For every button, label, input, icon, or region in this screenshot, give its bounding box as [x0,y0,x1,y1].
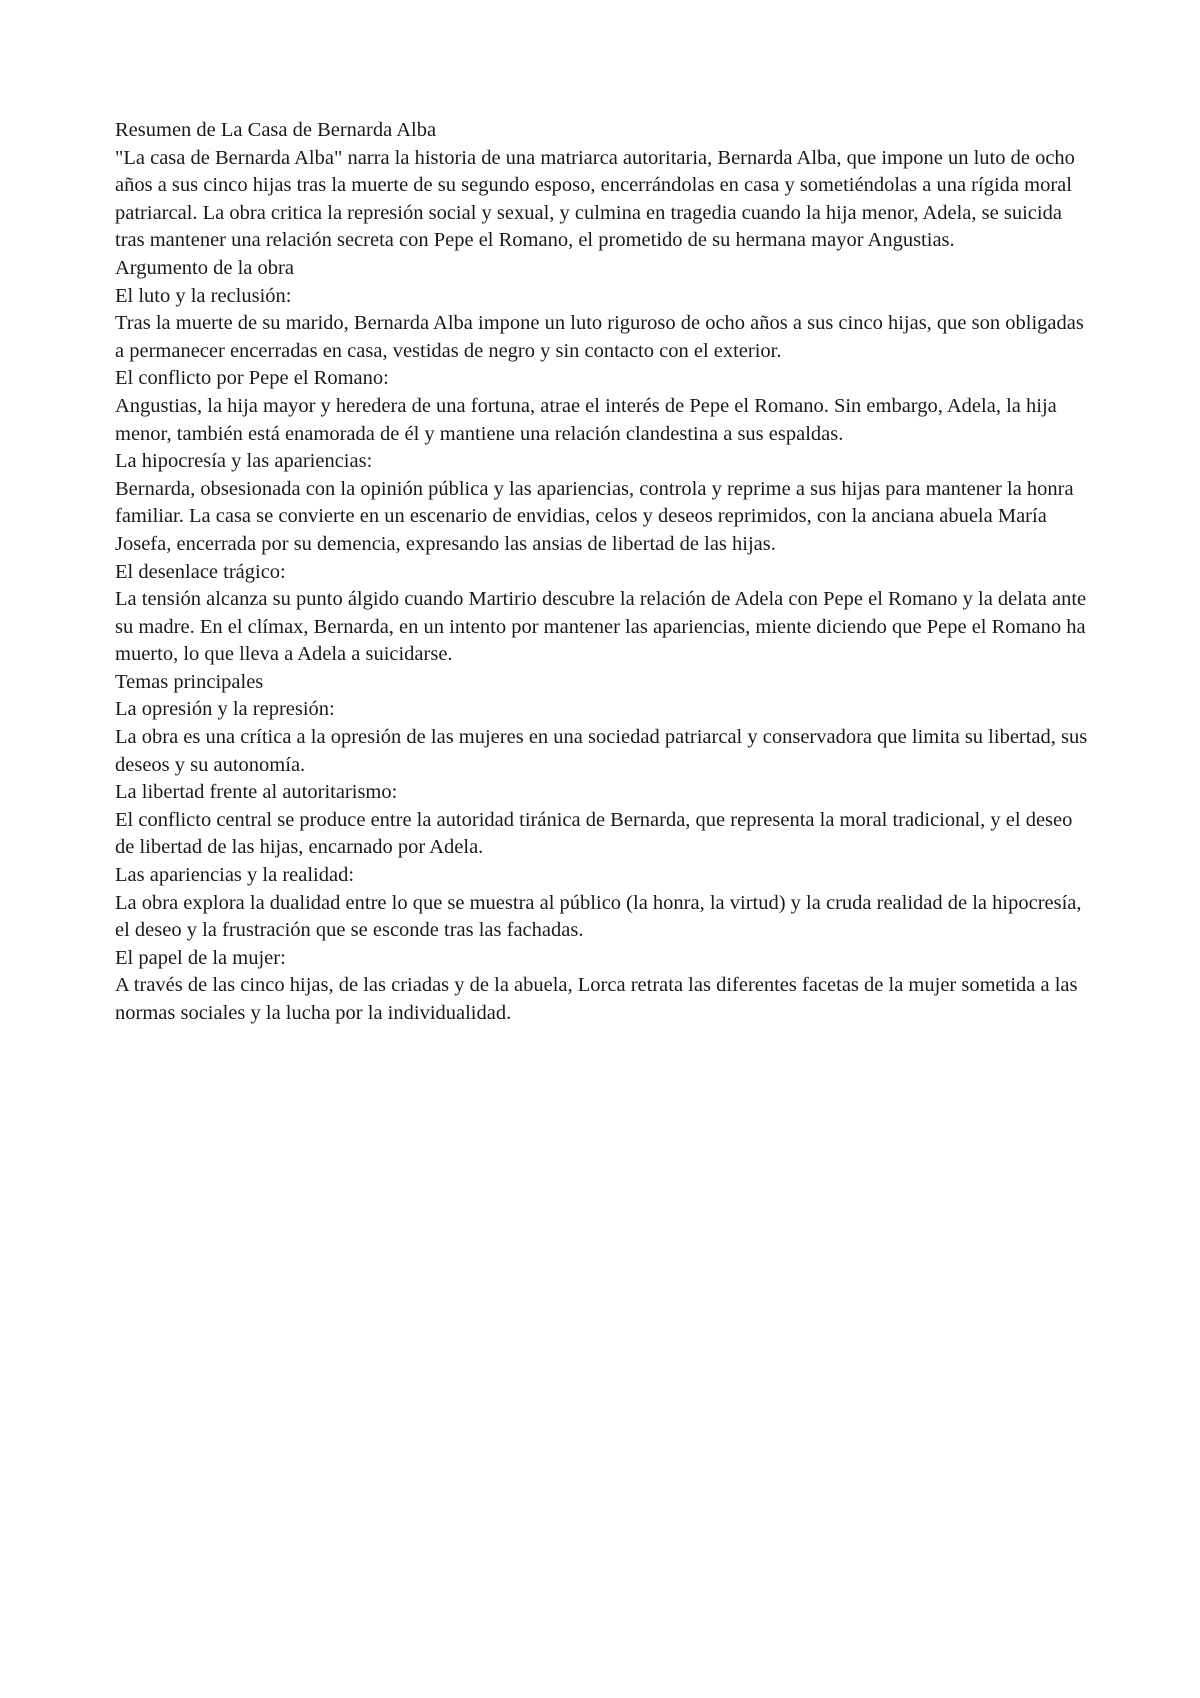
paragraph-luto: Tras la muerte de su marido, Bernarda Alba impone un luto riguroso de ocho años a sus cinco hijas, que son obligadas a permanecer encerradas en casa, vestidas de negro y sin contacto con el exterior. [115,312,1084,362]
subheading-mujer: El papel de la mujer: [115,946,286,969]
document-title: Resumen de La Casa de Bernarda Alba [115,119,437,141]
paragraph-conflicto: Angustias, la hija mayor y heredera de una fortuna, atrae el interés de Pepe el Romano. Sin embargo, Adela, la hija menor, también está enamorada de él y mantiene una relación clandestina a sus espaldas. [115,394,1057,445]
intro-paragraph: "La casa de Bernarda Alba" narra la historia de una matriarca autoritaria, Bernarda Alba, que impone un luto de ocho años a sus cinco hijas tras la muerte de su segundo esposo, encerrándolas en casa y sometiéndolas a una rígida moral patriarcal. La obra critica la represión social y sexual, y culmina en tragedia cuando la hija menor, Adela, se suicida tras mantener una relación secreta con Pepe el Romano, el prometido de su hermana mayor Angustias. [115,146,1075,252]
subheading-conflicto: El conflicto por Pepe el Romano: [115,367,389,390]
document-body [115,117,1095,1028]
paragraph-opresion: La obra es una crítica a la opresión de las mujeres en una sociedad patriarcal y conservadora que limita su libertad, sus deseos y su autonomía. [115,726,1088,776]
section-heading-temas: Temas principales [115,670,264,693]
subheading-apariencias: Las apariencias y la realidad: [115,864,355,887]
paragraph-hipocresia: Bernarda, obsesionada con la opinión pública y las apariencias, controla y reprime a sus hijas para mantener la honra familiar. La casa se convierte en un escenario de envidias, celos y deseos reprimidos, con la anciana abuela María Josefa, encerrada por su demencia, expresando las ansias de libertad de las hijas. [115,477,1074,555]
section-heading-argumento: Argumento de la obra [115,256,294,279]
subheading-opresion: La opresión y la represión: [115,698,335,721]
subheading-hipocresia: La hipocresía y las apariencias: [115,450,373,473]
paragraph-apariencias: La obra explora la dualidad entre lo que se muestra al público (la honra, la virtud) y la cruda realidad de la hipocresía, el deseo y la frustración que se esconde tras las fachadas. [115,891,1082,942]
paragraph-mujer: A través de las cinco hijas, de las criadas y de la abuela, Lorca retrata las diferentes facetas de la mujer sometida a las normas sociales y la lucha por la individualidad. [115,974,1078,1024]
subheading-desenlace: El desenlace trágico: [115,560,286,583]
paragraph-desenlace: La tensión alcanza su punto álgido cuando Martirio descubre la relación de Adela con Pepe el Romano y la delata ante su madre. En el clímax, Bernarda, en un intento por mantener las apariencias, miente diciendo que Pepe el Romano ha muerto, lo que lleva a Adela a suicidarse. [115,588,1087,666]
paragraph-libertad: El conflicto central se produce entre la autoridad tiránica de Bernarda, que representa la moral tradicional, y el deseo de libertad de las hijas, encarnado por Adela. [115,808,1073,859]
subheading-libertad: La libertad frente al autoritarismo: [115,781,398,804]
subheading-luto: El luto y la reclusión: [115,284,292,307]
